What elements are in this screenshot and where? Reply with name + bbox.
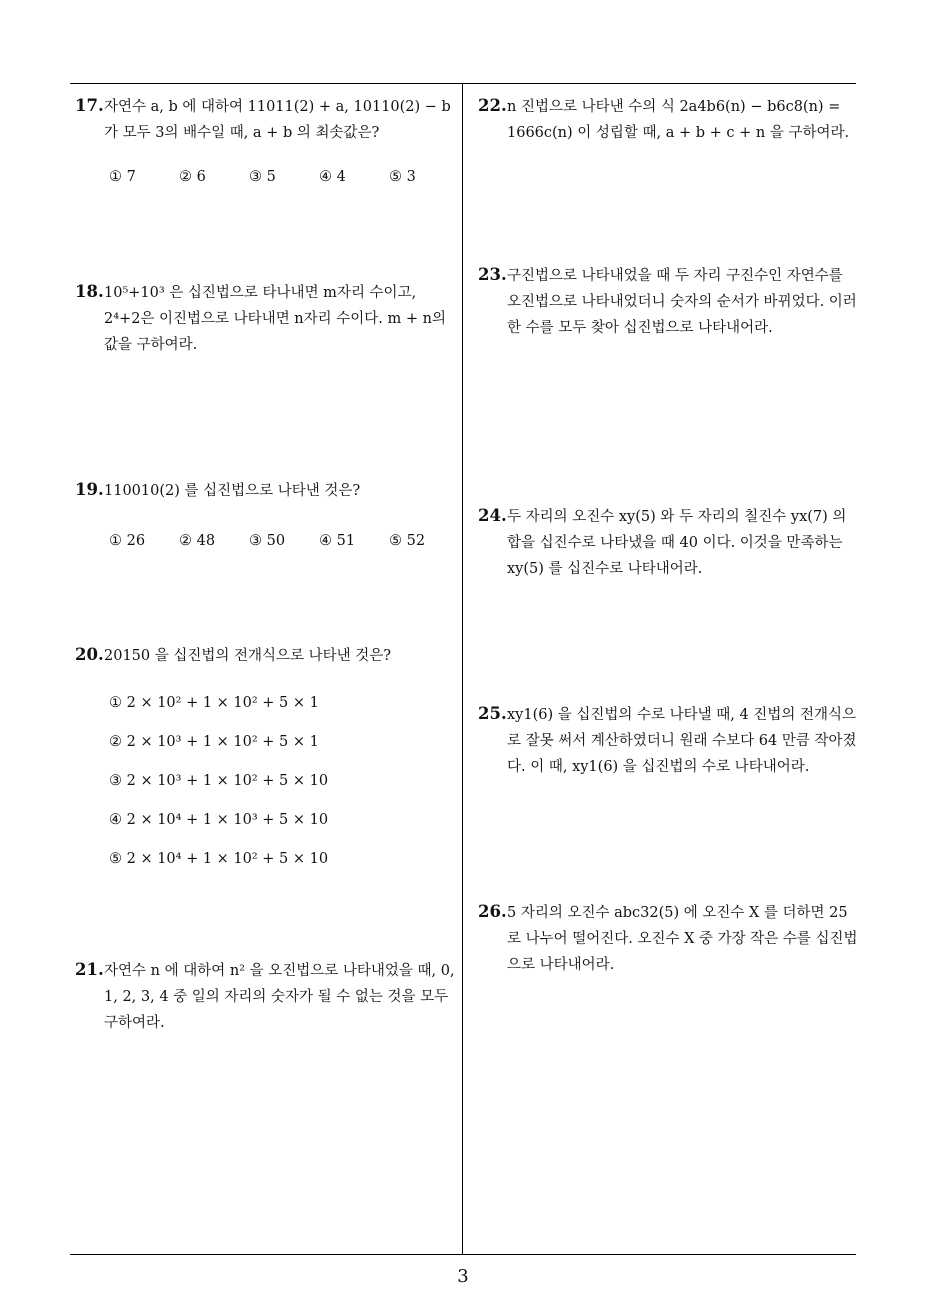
problem-17 xyxy=(75,93,457,146)
choice-2[interactable]: ② 2 × 10³ + 1 × 10² + 5 × 1 xyxy=(109,734,319,750)
problem-number: 25. xyxy=(478,704,507,723)
choice-5[interactable]: ⑤ 3 xyxy=(389,169,416,185)
problem-number: 24. xyxy=(478,506,507,525)
problem-text: 5 자리의 오진수 abc32(5) 에 오진수 X 를 더하면 25 로 나누어 떨어진다. 오진수 X 중 가장 작은 수를 십진법으로 나타내어라. xyxy=(507,905,858,973)
problem-text: 20150 을 십진법의 전개식으로 나타낸 것은? xyxy=(104,648,392,664)
problem-number: 22. xyxy=(478,96,507,115)
choice-3[interactable]: ③ 5 xyxy=(249,169,276,185)
choice-4[interactable]: ④ 2 × 10⁴ + 1 × 10³ + 5 × 10 xyxy=(109,812,329,828)
choices-17 xyxy=(109,169,459,185)
choice-1[interactable]: ① 26 xyxy=(109,533,146,549)
problem-text: 두 자리의 오진수 xy(5) 와 두 자리의 칠진수 yx(7) 의 합을 십진수로 나타냈을 때 40 이다. 이것을 만족하는 xy(5) 를 십진수로 나타내어라. xyxy=(507,509,847,577)
problem-18 xyxy=(75,279,457,358)
problem-21 xyxy=(75,957,457,1036)
choice-5[interactable]: ⑤ 52 xyxy=(389,533,426,549)
top-rule xyxy=(70,83,856,84)
problem-number: 26. xyxy=(478,902,507,921)
problem-number: 23. xyxy=(478,265,507,284)
choice-1[interactable]: ① 2 × 10² + 1 × 10² + 5 × 1 xyxy=(109,695,319,711)
choices-19 xyxy=(109,533,459,549)
problem-26 xyxy=(478,899,858,978)
problem-text: n 진법으로 나타낸 수의 식 2a4b6(n) − b6c8(n) = 1666c(n) 이 성립할 때, a + b + c + n 을 구하여라. xyxy=(507,99,850,141)
choice-3[interactable]: ③ 50 xyxy=(249,533,286,549)
problem-number: 18. xyxy=(75,282,104,301)
choice-3[interactable]: ③ 2 × 10³ + 1 × 10² + 5 × 10 xyxy=(109,773,329,789)
bottom-rule xyxy=(70,1254,856,1255)
problem-text: 구진법으로 나타내었을 때 두 자리 구진수인 자연수를 오진법으로 나타내었더니 숫자의 순서가 바뀌었다. 이러한 수를 모두 찾아 십진법으로 나타내어라. xyxy=(507,268,857,336)
problem-text: xy1(6) 을 십진법의 수로 나타낼 때, 4 진법의 전개식으로 잘못 써서 계산하였더니 원래 수보다 64 만큼 작아졌다. 이 때, xy1(6) 을 십진법의 수로 나타내어라. xyxy=(507,707,857,775)
problem-number: 19. xyxy=(75,480,104,499)
choice-2[interactable]: ② 6 xyxy=(179,169,206,185)
problem-text: 자연수 n 에 대하여 n² 을 오진법으로 나타내었을 때, 0, 1, 2, 3, 4 중 일의 자리의 숫자가 될 수 없는 것을 모두 구하여라. xyxy=(104,963,455,1031)
problem-25 xyxy=(478,701,858,780)
choice-4[interactable]: ④ 51 xyxy=(319,533,356,549)
problem-24 xyxy=(478,503,858,582)
problem-number: 17. xyxy=(75,96,104,115)
problem-text: 자연수 a, b 에 대하여 11011(2) + a, 10110(2) − b 가 모두 3의 배수일 때, a + b 의 최솟값은? xyxy=(104,99,451,141)
problem-19 xyxy=(75,477,457,504)
choices-20 xyxy=(109,693,328,888)
column-divider xyxy=(462,83,463,1255)
problem-text: 10⁵+10³ 은 십진법으로 타나내면 m자리 수이고, 2⁴+2은 이진법으로 나타내면 n자리 수이다. m + n의 값을 구하여라. xyxy=(104,285,446,353)
choice-1[interactable]: ① 7 xyxy=(109,169,136,185)
choice-5[interactable]: ⑤ 2 × 10⁴ + 1 × 10² + 5 × 10 xyxy=(109,851,329,867)
problem-22 xyxy=(478,93,858,146)
choice-4[interactable]: ④ 4 xyxy=(319,169,346,185)
problem-23 xyxy=(478,262,858,341)
choice-2[interactable]: ② 48 xyxy=(179,533,216,549)
problem-text: 110010(2) 를 십진법으로 나타낸 것은? xyxy=(104,483,361,499)
problem-20 xyxy=(75,642,457,669)
problem-number: 20. xyxy=(75,645,104,664)
page-number: 3 xyxy=(457,1266,469,1287)
problem-number: 21. xyxy=(75,960,104,979)
